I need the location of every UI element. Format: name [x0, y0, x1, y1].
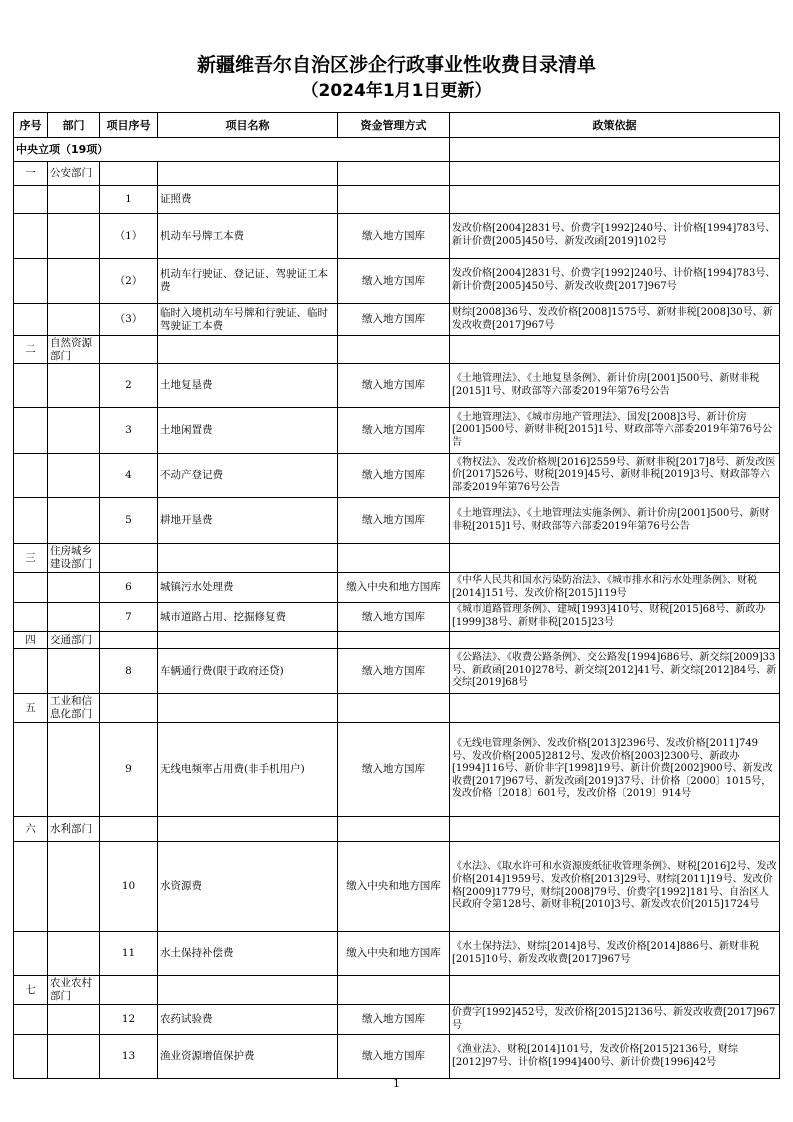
- item-no: （3）: [100, 304, 158, 336]
- item-name: 水土保持补偿费: [158, 932, 338, 976]
- table-row: [14, 1035, 780, 1079]
- header-item-name: 项目名称: [158, 113, 338, 138]
- fund-mgmt: 缴入地方国库: [338, 498, 450, 544]
- table-row: [14, 573, 780, 603]
- item-name: 不动产登记费: [158, 454, 338, 498]
- fee-catalog-table: [13, 112, 780, 1079]
- dept-row: [14, 336, 780, 364]
- dept-row: [14, 817, 780, 842]
- item-no: 8: [100, 649, 158, 694]
- fund-mgmt: 缴入地方国库: [338, 304, 450, 336]
- dept-row: [14, 544, 780, 573]
- policy-basis: 《城市道路管理条例》、建城[1993]410号、财税[2015]68号、新政办[1999]38号、新财非税[2015]23号: [450, 603, 780, 632]
- document-subtitle: （2024年1月1日更新）: [301, 81, 492, 101]
- table-row: [14, 932, 780, 976]
- fund-mgmt: 缴入中央和地方国库: [338, 573, 450, 603]
- item-no: 10: [100, 842, 158, 932]
- item-name: 耕地开垦费: [158, 498, 338, 544]
- policy-basis: 发改价格[2004]2831号、价费字[1992]240号、计价格[1994]783号、新计价费[2005]450号、新发改函[2019]102号: [450, 214, 780, 259]
- policy-basis: 《无线电管理条例》、发改价格[2013]2396号、发改价格[2011]749号、发改价格[2005]2812号、发改价格[2003]2300号、新政办[1994]116号、新价非字[1998]19号、新计价费[2002]900号、新发改收费[2017]967号、新发改函[2019]37号、计价格〔2000〕1015号，发改价格〔2018〕601号，发改价格〔2019〕914号: [450, 723, 780, 817]
- fund-mgmt: 缴入中央和地方国库: [338, 932, 450, 976]
- fund-mgmt: 缴入地方国库: [338, 603, 450, 632]
- item-name: 城镇污水处理费: [158, 573, 338, 603]
- table-row: [14, 1005, 780, 1035]
- item-no: 11: [100, 932, 158, 976]
- policy-basis: 财综[2008]36号、发改价格[2008]1575号、新财非税[2008]30号、新发改收费[2017]967号: [450, 304, 780, 336]
- table-row: [14, 364, 780, 408]
- item-name: 机动车行驶证、登记证、驾驶证工本费: [158, 259, 338, 304]
- dept-name: 住房城乡建设部门: [48, 544, 100, 573]
- table-row: [14, 498, 780, 544]
- table-row: [14, 259, 780, 304]
- document-title: 新疆维吾尔自治区涉企行政事业性收费目录清单: [196, 54, 596, 76]
- header-dept: 部门: [48, 113, 100, 138]
- item-no: 13: [100, 1035, 158, 1079]
- fund-mgmt: 缴入地方国库: [338, 1035, 450, 1079]
- table-row: [14, 214, 780, 259]
- item-name: 土地复垦费: [158, 364, 338, 408]
- policy-basis: 《渔业法》、财税[2014]101号，发改价格[2015]2136号，财综[2012]97号、计价格[1994]400号、新计价费[1996]42号: [450, 1035, 780, 1079]
- fund-mgmt: [338, 186, 450, 214]
- header-seq: 序号: [14, 113, 48, 138]
- header-fund-mgmt: 资金管理方式: [338, 113, 450, 138]
- policy-basis: [450, 186, 780, 214]
- item-no: 2: [100, 364, 158, 408]
- table-row: [14, 842, 780, 932]
- dept-name: 交通部门: [48, 632, 100, 649]
- fund-mgmt: 缴入地方国库: [338, 1005, 450, 1035]
- dept-name: 水利部门: [48, 817, 100, 842]
- item-no: 4: [100, 454, 158, 498]
- table-row: [14, 723, 780, 817]
- section-central-label: 中央立项（19项）: [14, 138, 450, 162]
- policy-basis: 《土地管理法》、《土地管理法实施条例》、新计价房[2001]500号、新财非税[2015]1号、财政部等六部委2019年第76号公告: [450, 498, 780, 544]
- item-no: 1: [100, 186, 158, 214]
- fund-mgmt: 缴入地方国库: [338, 454, 450, 498]
- item-name: 车辆通行费(限于政府还贷): [158, 649, 338, 694]
- dept-number: 三: [14, 544, 48, 573]
- item-name: 机动车号牌工本费: [158, 214, 338, 259]
- item-no: 3: [100, 408, 158, 454]
- dept-number: 五: [14, 694, 48, 723]
- header-policy: 政策依据: [450, 113, 780, 138]
- dept-number: 七: [14, 976, 48, 1005]
- dept-name: 工业和信息化部门: [48, 694, 100, 723]
- dept-row: [14, 694, 780, 723]
- dept-number: 六: [14, 817, 48, 842]
- table-row: [14, 186, 780, 214]
- item-name: 农药试验费: [158, 1005, 338, 1035]
- fund-mgmt: 缴入中央和地方国库: [338, 842, 450, 932]
- item-no: 7: [100, 603, 158, 632]
- dept-row: [14, 976, 780, 1005]
- policy-basis: 《水土保持法》、财综[2014]8号、发改价格[2014]886号、新财非税[2015]10号、新发改收费[2017]967号: [450, 932, 780, 976]
- policy-basis: 价费字[1992]452号，发改价格[2015]2136号、新发改收费[2017]967号: [450, 1005, 780, 1035]
- dept-name: 公安部门: [48, 162, 100, 186]
- header-item-no: 项目序号: [100, 113, 158, 138]
- fund-mgmt: 缴入地方国库: [338, 364, 450, 408]
- section-row: [14, 138, 780, 162]
- item-no: （1）: [100, 214, 158, 259]
- page-number: 1: [393, 1077, 400, 1090]
- table-header-row: [14, 113, 780, 138]
- policy-basis: 发改价格[2004]2831号、价费字[1992]240号、计价格[1994]783号、新计价费[2005]450号、新发改收费[2017]967号: [450, 259, 780, 304]
- dept-name: 自然资源部门: [48, 336, 100, 364]
- item-no: 12: [100, 1005, 158, 1035]
- table-row: [14, 408, 780, 454]
- item-name: 城市道路占用、挖掘修复费: [158, 603, 338, 632]
- policy-basis: 《土地管理法》、《土地复垦条例》、新计价房[2001]500号、新财非税[2015]1号、财政部等六部委2019年第76号公告: [450, 364, 780, 408]
- fund-mgmt: 缴入地方国库: [338, 723, 450, 817]
- item-no: 6: [100, 573, 158, 603]
- item-no: （2）: [100, 259, 158, 304]
- table-row: [14, 603, 780, 632]
- item-name: 证照费: [158, 186, 338, 214]
- dept-number: 四: [14, 632, 48, 649]
- dept-row: [14, 162, 780, 186]
- table-row: [14, 304, 780, 336]
- policy-basis: 《公路法》、《收费公路条例》、交公路发[1994]686号、新交综[2009]33号、新政函[2010]278号、新交综[2012]41号、新交综[2012]84号、新交综[2019]68号: [450, 649, 780, 694]
- policy-basis: 《土地管理法》、《城市房地产管理法》、国发[2008]3号、新计价房[2001]500号、新财非税[2015]1号、财政部等六部委2019年第76号公告: [450, 408, 780, 454]
- item-name: 水资源费: [158, 842, 338, 932]
- item-name: 临时入境机动车号牌和行驶证、临时驾驶证工本费: [158, 304, 338, 336]
- item-name: 土地闲置费: [158, 408, 338, 454]
- table-row: [14, 649, 780, 694]
- item-name: 无线电频率占用费(非手机用户): [158, 723, 338, 817]
- item-no: 5: [100, 498, 158, 544]
- dept-name: 农业农村部门: [48, 976, 100, 1005]
- dept-number: 二: [14, 336, 48, 364]
- dept-number: 一: [14, 162, 48, 186]
- policy-basis: 《中华人民共和国水污染防治法》、《城市排水和污水处理条例》、财税[2014]151号、发改价格[2015]119号: [450, 573, 780, 603]
- fund-mgmt: 缴入地方国库: [338, 214, 450, 259]
- dept-row: [14, 632, 780, 649]
- policy-basis: 《物权法》、发改价格规[2016]2559号、新财非税[2017]8号、新发改医价[2017]526号、财税[2019]45号、新财非税[2019]3号、财政部等六部委2019年第76号公告: [450, 454, 780, 498]
- item-no: 9: [100, 723, 158, 817]
- policy-basis: 《水法》、《取水许可和水资源废纸征收管理条例》、财税[2016]2号、发改价格[2014]1959号、发改价格[2013]29号、财综[2011]19号、发改价格[2009]1779号，财综[2008]79号、价费字[1992]181号、自治区人民政府令第128号、新财非税[2010]3号、新发改农价[2015]1724号: [450, 842, 780, 932]
- fund-mgmt: 缴入地方国库: [338, 259, 450, 304]
- fund-mgmt: 缴入地方国库: [338, 649, 450, 694]
- fund-mgmt: 缴入地方国库: [338, 408, 450, 454]
- item-name: 渔业资源增值保护费: [158, 1035, 338, 1079]
- table-row: [14, 454, 780, 498]
